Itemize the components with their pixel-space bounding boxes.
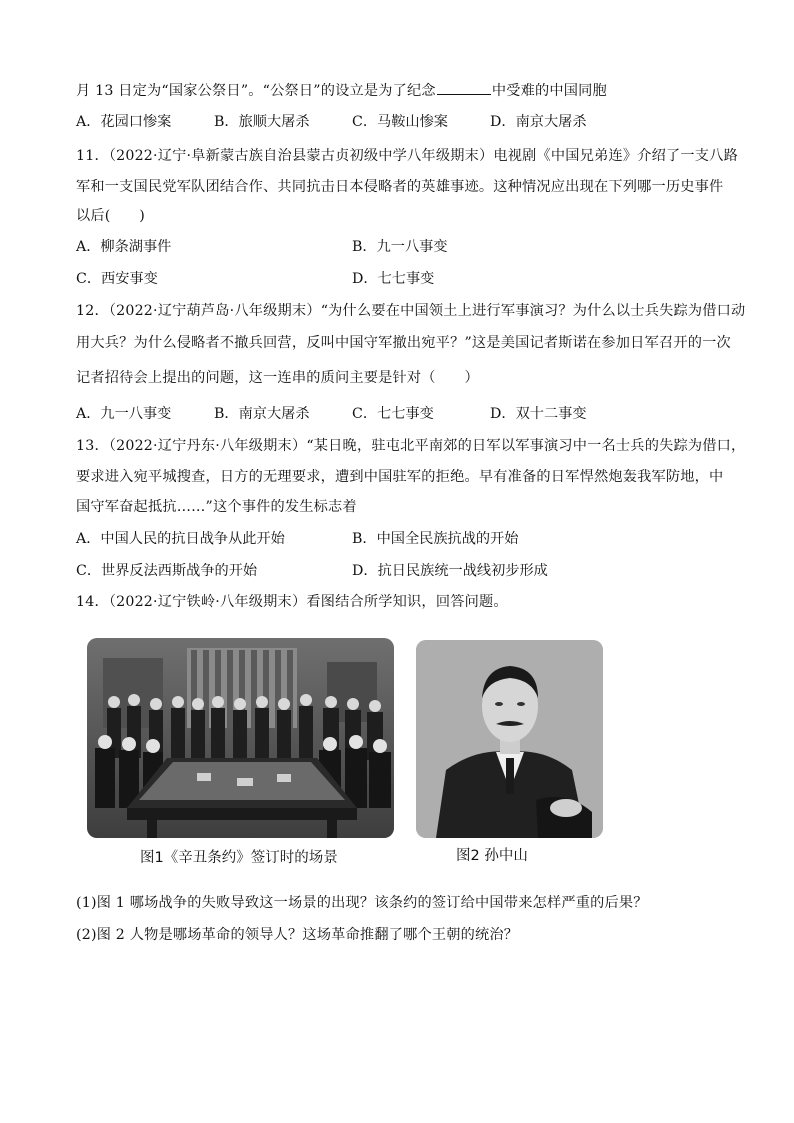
q14-sub-question-2: (2)图 2 人物是哪场革命的领导人？这场革命推翻了哪个王朝的统治？ xyxy=(76,927,519,943)
q12-option-c: C．七七事变 xyxy=(352,406,434,422)
q13-option-a: A．中国人民的抗日战争从此开始 xyxy=(76,531,285,547)
q14-line-1: 14．（2022·辽宁铁岭·八年级期末）看图结合所学知识，回答问题。 xyxy=(76,594,508,610)
q11-option-c: C．西安事变 xyxy=(76,271,158,287)
boxer-protocol-image xyxy=(87,638,394,838)
q11-line-1: 11．（2022·辽宁·阜新蒙古族自治县蒙古贞初级中学八年级期末）电视剧《中国兄弟连》介绍了一支八路 xyxy=(76,148,738,164)
q13-option-c: C．世界反法西斯战争的开始 xyxy=(76,563,258,579)
q12-option-a: A．九一八事变 xyxy=(76,406,172,422)
q11-line-3: 以后( ) xyxy=(76,208,146,224)
intro-text-2: 中受难的中国同胞 xyxy=(491,83,607,99)
figure-1-caption: 图1《辛丑条约》签订时的场景 xyxy=(140,850,338,866)
option-c: C．马鞍山惨案 xyxy=(352,114,448,130)
option-d: D．南京大屠杀 xyxy=(490,114,587,130)
q12-option-d: D．双十二事变 xyxy=(490,406,587,422)
q13-line-1: 13．（2022·辽宁丹东·八年级期末）“某日晚，驻屯北平南郊的日军以军事演习中一名士兵的失踪为借口， xyxy=(76,438,746,454)
q13-option-b: B．中国全民族抗战的开始 xyxy=(352,531,519,547)
boxer-protocol-photo xyxy=(87,638,394,838)
q11-option-a: A．柳条湖事件 xyxy=(76,239,172,255)
q12-line-1: 12．（2022·辽宁葫芦岛·八年级期末）“为什么要在中国领土上进行军事演习？为什么以士兵失踪为借口动 xyxy=(76,303,746,319)
q12-option-b: B．南京大屠杀 xyxy=(214,406,310,422)
option-a: A．花园口惨案 xyxy=(76,114,172,130)
figure-2-caption: 图2 孙中山 xyxy=(456,848,528,864)
option-b: B．旅顺大屠杀 xyxy=(214,114,310,130)
q11-option-d: D．七七事变 xyxy=(352,271,435,287)
sun-yat-sen-portrait xyxy=(416,640,603,838)
q12-line-2: 用大兵？为什么侵略者不撤兵回营，反叫中国守军撤出宛平？”这是美国记者斯诺在参加日军召开的一次 xyxy=(76,335,731,351)
intro-line xyxy=(76,80,607,101)
q13-line-3: 国守军奋起抵抗……”这个事件的发生标志着 xyxy=(76,499,357,515)
q13-line-2: 要求进入宛平城搜查，日方的无理要求，遭到中国驻军的拒绝。早有准备的日军悍然炮轰我军防地，中 xyxy=(76,469,724,485)
q12-line-3: 记者招待会上提出的问题，这一连串的质问主要是针对（ ） xyxy=(76,370,479,386)
q14-sub-question-1: (1)图 1 哪场战争的失败导致这一场景的出现？该条约的签订给中国带来怎样严重的后果？ xyxy=(76,895,648,911)
q11-option-b: B．九一八事变 xyxy=(352,239,448,255)
q11-line-2: 军和一支国民党军队团结合作、共同抗击日本侵略者的英雄事迹。这种情况应出现在下列哪一历史事件 xyxy=(76,179,724,195)
q13-option-d: D．抗日民族统一战线初步形成 xyxy=(352,563,548,579)
answer-blank xyxy=(437,80,491,95)
portrait-image xyxy=(416,640,603,838)
intro-text-1: 月 13 日定为“国家公祭日”。“公祭日”的设立是为了纪念 xyxy=(76,83,436,99)
